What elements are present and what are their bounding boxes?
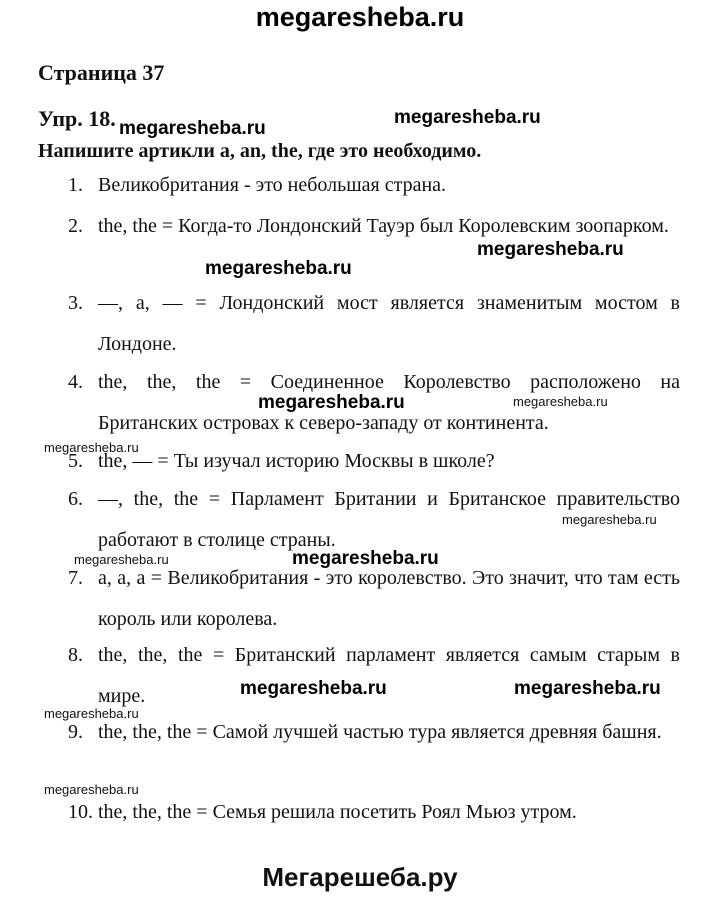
item-number: 7.	[68, 567, 83, 589]
exercise-instruction: Напишите артикли a, an, the, где это необходимо.	[38, 140, 482, 162]
item-text: Великобритания - это небольшая страна.	[98, 174, 447, 196]
item-text: the, the, the = Самой лучшей частью тура является древняя башня.	[98, 721, 662, 743]
page-title: Страница 37	[38, 60, 165, 85]
item-text: the, the, the = Соединенное Королевство расположено на Британских островах к северо-западу от континента.	[98, 371, 680, 434]
item-number: 9.	[68, 721, 83, 743]
watermark: megaresheba.ru	[562, 512, 657, 527]
exercise-label: Упр. 18.	[38, 106, 116, 131]
item-text: —, a, — = Лондонский мост является знаменитым мостом в Лондоне.	[98, 292, 680, 355]
list-item	[70, 635, 680, 717]
list-item	[70, 792, 680, 833]
watermark: megaresheba.ru	[240, 678, 387, 699]
item-text: the, the = Когда-то Лондонский Тауэр был Королевским зоопарком.	[98, 215, 669, 237]
watermark: megaresheba.ru	[394, 107, 541, 128]
item-number: 10.	[68, 801, 93, 823]
item-number: 3.	[68, 292, 83, 314]
item-number: 5.	[68, 450, 83, 472]
site-footer-watermark: Мегарешеба.ру	[262, 862, 458, 892]
item-number: 1.	[68, 174, 83, 196]
watermark: megaresheba.ru	[74, 552, 169, 567]
watermark: megaresheba.ru	[292, 548, 439, 569]
list-item	[70, 558, 680, 640]
watermark: megaresheba.ru	[477, 239, 624, 260]
watermark: megaresheba.ru	[513, 394, 608, 409]
list-item	[70, 165, 680, 206]
watermark: megaresheba.ru	[44, 440, 139, 455]
item-number: 6.	[68, 488, 83, 510]
item-text: the, — = Ты изучал историю Москвы в школе?	[98, 450, 495, 472]
item-text: the, the, the = Британский парламент является самым старым в мире.	[98, 644, 680, 707]
item-number: 2.	[68, 215, 83, 237]
watermark: megaresheba.ru	[44, 706, 139, 721]
item-text: —, the, the = Парламент Британии и Британское правительство работают в столице страны.	[98, 488, 680, 551]
watermark: megaresheba.ru	[119, 118, 266, 139]
watermark: megaresheba.ru	[258, 392, 405, 413]
watermark: megaresheba.ru	[44, 782, 139, 797]
item-text: a, a, a = Великобритания - это королевство. Это значит, что там есть король или королева.	[98, 567, 680, 630]
list-item	[70, 712, 680, 753]
item-number: 8.	[68, 644, 83, 666]
list-item	[70, 441, 680, 482]
site-header-watermark: megaresheba.ru	[255, 2, 465, 32]
list-item	[70, 283, 680, 365]
watermark: megaresheba.ru	[205, 258, 352, 279]
watermark: megaresheba.ru	[514, 678, 661, 699]
item-number: 4.	[68, 371, 83, 393]
item-text: the, the, the = Семья решила посетить Роял Мьюз утром.	[98, 801, 577, 823]
